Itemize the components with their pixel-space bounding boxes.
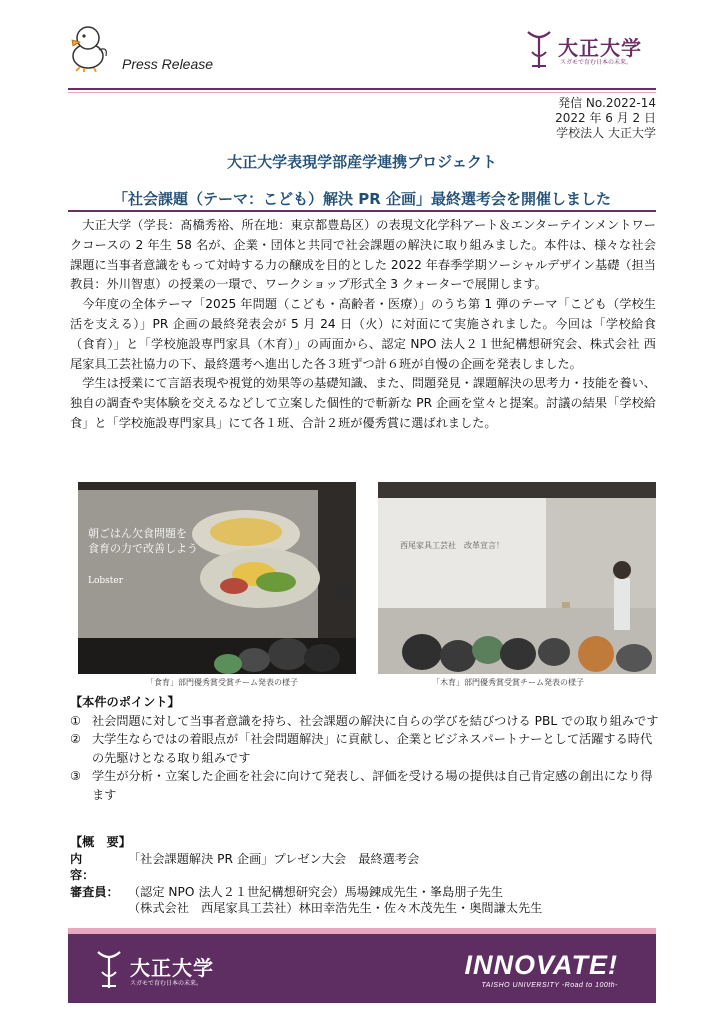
paragraph-3: 学生は授業にて言語表現や視覚的効果等の基礎知識、また、問題発見・課題解決の思考力・技能を養い、独自の調査や実体験を交えるなどして立案した個性的で斬新な PR 企画を堂々と提案。討議の結果「学校給食」と「学校施設専門家具」にて各１班、合計２班が優秀賞に選ばれました。 [70, 376, 656, 430]
release-issuer: 学校法人 大正大学 [556, 126, 656, 140]
point-number: ② [70, 732, 81, 746]
title-divider [68, 210, 656, 212]
point-text: 学生が分析・立案した企画を社会に向けて発表し、評価を受ける場の提供は自己肯定感の創出になり得ます [92, 769, 653, 802]
spacer [70, 900, 128, 917]
release-date: 2022 年 6 月 2 日 [555, 111, 656, 125]
key-points [70, 693, 660, 804]
point-text: 大学生ならではの着眼点が「社会問題解決」に貢献し、企業とビジネスパートナーとして活躍する時代の先駆けとなる取り組みです [92, 732, 653, 765]
photo-food-education [78, 482, 356, 674]
key-points-heading: 【本件のポイント】 [70, 695, 180, 709]
slide-heading [88, 526, 198, 556]
judges-line-2: （株式会社 西尾家具工芸社）林田幸浩先生・佐々木茂先生・奥間謙太先生 [128, 901, 543, 915]
slide-title: 西尾家具工芸社 改革宣言！ [400, 541, 504, 550]
overview [70, 834, 660, 917]
paragraph-1: 大正大学（学長：髙橋秀裕、所在地：東京都豊島区）の表現文化学科アート＆エンターテインメントワークコースの 2 年生 58 名が、企業・団体と共同で社会課題の解決に取り組みました。本件は、様々な社会課題に当事者意識をもって対峙する力の醸成を目的とした 2022 年春季学期ソーシャルデザイン基礎（担当教員：外川智恵）の授業の一環で、ワークショップ形式全 3 クォーターで展開します。 [70, 218, 656, 292]
paragraph-2: 今年度の全体テーマ「2025 年問題（こども・高齢者・医療）」のうち第 1 弾のテーマ「こども（学校生活を支える）」PR 企画の最終発表会が 5 月 24 日（火）に対面にて実施されました。今回は「学校給食（食育）」と「学校施設専門家具（木育）」の両面から、認定 NPO 法人２１世紀構想研究会、株式会社 西尾家具工芸社協力の下、最終選考へ進出した各３班ずつ計６班が自慢の企画を発表しました。 [70, 297, 656, 371]
content-value: 「社会課題解決 PR 企画」プレゼン大会 最終選考会 [128, 851, 420, 866]
list-item [70, 712, 660, 731]
overview-heading: 【概 要】 [70, 835, 131, 849]
overview-judges-row-2 [70, 900, 660, 917]
header-divider [68, 88, 656, 90]
slide-line-1: 朝ごはん欠食問題を [88, 527, 187, 540]
point-number: ① [70, 713, 81, 728]
university-logo [524, 28, 684, 72]
footer-accent-bar [68, 928, 656, 934]
footer-banner [68, 928, 656, 1003]
university-tagline: スガモで育む日本の未来。 [560, 59, 633, 66]
taisho-logo-icon [524, 28, 554, 70]
duck-mascot-icon [66, 22, 112, 72]
subtitle: 大正大学表現学部産学連携プロジェクト [227, 153, 497, 171]
release-meta [555, 96, 656, 141]
footer-university-name: 大正大学 [130, 956, 214, 980]
overview-judges-row [70, 884, 660, 901]
header-divider-accent [68, 92, 656, 93]
press-release-label: Press Release [122, 56, 214, 72]
release-number: 発信 No.2022-14 [558, 96, 656, 110]
list-item [70, 730, 660, 767]
judges-line-1: （認定 NPO 法人２１世紀構想研究会）馬場錬成先生・峯島朋子先生 [128, 884, 504, 899]
caption-food-education: 「食育」部門優秀賞受賞チーム発表の様子 [146, 678, 298, 687]
overview-content-row [70, 851, 660, 884]
slide-line-2: 食育の力で改善しよう [88, 542, 198, 555]
body-text [70, 216, 656, 434]
content-label: 内 容： [70, 851, 107, 882]
innovate-subtitle: TAISHO UNIVERSITY -Road to 100th- [481, 982, 618, 989]
caption-wood-education: 「木育」部門優秀賞受賞チーム発表の様子 [432, 678, 584, 687]
footer-university-tagline: スガモで育む日本の未来。 [130, 980, 203, 987]
photo-wood-education [378, 482, 656, 674]
slide-team-name: Lobster [88, 576, 124, 586]
page-title: 「社会課題（テーマ：こども）解決 PR 企画」最終選考会を開催しました [113, 190, 611, 208]
list-item [70, 767, 660, 804]
point-number: ③ [70, 769, 81, 783]
university-name: 大正大学 [558, 36, 642, 60]
judges-label: 審査員： [70, 884, 119, 899]
taisho-logo-icon [94, 948, 124, 990]
point-text: 社会問題に対して当事者意識を持ち、社会課題の解決に自らの学びを結びつける PBL での取り組みです [92, 713, 659, 728]
innovate-slogan: INNOVATE! [464, 950, 618, 980]
